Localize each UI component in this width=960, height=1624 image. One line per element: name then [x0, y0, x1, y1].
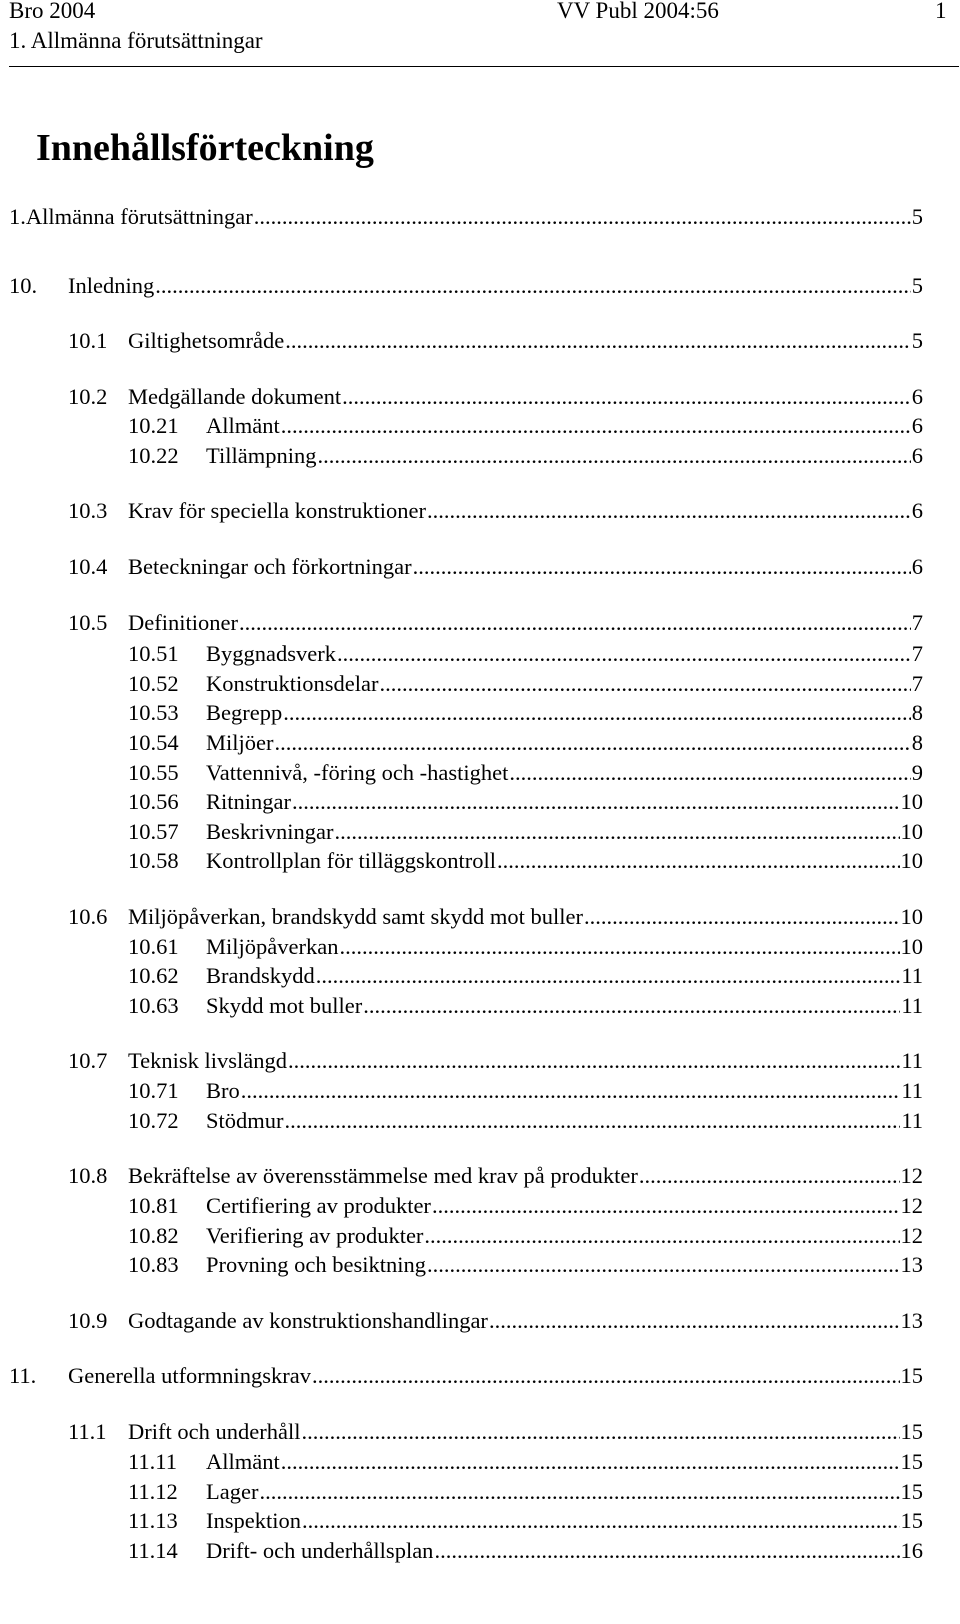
page-title: Innehållsförteckning — [36, 127, 374, 169]
toc-entry-label: Inspektion — [206, 1508, 301, 1533]
toc-entry-page: 15 — [900, 1419, 923, 1444]
toc-entry-label: Brandskydd — [206, 963, 315, 988]
toc-entry[interactable] — [128, 1478, 923, 1506]
toc-entry-label: Kontrollplan för tilläggskontroll — [206, 848, 496, 873]
toc-entry-label: Definitioner — [128, 610, 238, 635]
toc-entry[interactable] — [128, 962, 923, 990]
toc-entry-page: 13 — [900, 1308, 923, 1333]
toc-entry-label: Teknisk livslängd — [128, 1048, 288, 1073]
toc-entry-label: Beskrivningar — [206, 819, 334, 844]
toc-entry-number: 11.13 — [128, 1508, 178, 1533]
toc-entry[interactable] — [128, 847, 923, 875]
toc-dot-leader — [155, 272, 911, 300]
toc-entry[interactable] — [68, 553, 923, 581]
toc-entry[interactable] — [128, 442, 923, 470]
toc-entry-number: 10.52 — [128, 671, 179, 696]
toc-entry-page: 11 — [901, 963, 923, 988]
toc-entry-page: 10 — [900, 934, 923, 959]
toc-entry-number: 10.58 — [128, 848, 179, 873]
toc-entry[interactable] — [128, 699, 923, 727]
toc-entry-page: 9 — [911, 760, 923, 785]
toc-dot-leader — [302, 1507, 900, 1535]
toc-entry-number: 10.22 — [128, 443, 179, 468]
toc-entry-label: Godtagande av konstruktionshandlingar — [128, 1308, 488, 1333]
toc-entry-number: 10.83 — [128, 1252, 179, 1277]
toc-entry-page: 11 — [901, 1078, 923, 1103]
toc-entry-label: Lager — [206, 1479, 259, 1504]
toc-entry-number: 11.11 — [128, 1449, 177, 1474]
toc-entry-label: Ritningar — [206, 789, 291, 814]
toc-dot-leader — [379, 670, 910, 698]
toc-dot-leader — [239, 609, 911, 637]
toc-entry-number: 10.5 — [68, 610, 108, 635]
toc-entry-number: 10.81 — [128, 1193, 179, 1218]
toc-dot-leader — [317, 442, 910, 470]
toc-entry[interactable] — [128, 818, 923, 846]
toc-entry[interactable] — [128, 933, 923, 961]
toc-entry-page: 13 — [900, 1252, 923, 1277]
toc-entry-number: 10. — [9, 273, 38, 298]
toc-entry-label: 1.Allmänna förutsättningar — [9, 204, 253, 229]
toc-entry[interactable] — [68, 327, 923, 355]
toc-entry-number: 10.3 — [68, 498, 108, 523]
toc-dot-leader — [363, 992, 900, 1020]
toc-entry-page: 15 — [900, 1508, 923, 1533]
toc-entry-number: 10.53 — [128, 700, 179, 725]
toc-dot-leader — [339, 933, 899, 961]
toc-entry-label: Allmänt — [206, 1449, 280, 1474]
toc-entry[interactable] — [9, 272, 923, 300]
toc-entry[interactable] — [128, 1107, 923, 1135]
toc-entry[interactable] — [128, 1507, 923, 1535]
toc-entry-number: 11.1 — [68, 1419, 107, 1444]
toc-dot-leader — [489, 1307, 900, 1335]
toc-entry[interactable] — [68, 1418, 923, 1446]
toc-entry-number: 10.62 — [128, 963, 179, 988]
toc-dot-leader — [288, 1047, 900, 1075]
toc-entry-label: Bekräftelse av överensstämmelse med krav på produkter — [128, 1163, 638, 1188]
toc-entry-label: Generella utformningskrav — [68, 1363, 312, 1388]
header-center: VV Publ 2004:56 — [557, 0, 719, 23]
toc-entry-number: 10.72 — [128, 1108, 179, 1133]
toc-entry-number: 10.61 — [128, 934, 179, 959]
toc-entry[interactable] — [128, 670, 923, 698]
toc-entry-label: Inledning — [68, 273, 155, 298]
toc-entry-page: 12 — [900, 1163, 923, 1188]
toc-entry-page: 11 — [901, 1108, 923, 1133]
toc-entry[interactable] — [9, 203, 923, 231]
toc-dot-leader — [241, 1077, 901, 1105]
toc-entry-number: 11.12 — [128, 1479, 178, 1504]
toc-entry[interactable] — [128, 992, 923, 1020]
toc-entry[interactable] — [128, 759, 923, 787]
toc-entry-page: 11 — [901, 1048, 923, 1073]
toc-entry-page: 10 — [900, 848, 923, 873]
toc-entry-number: 10.4 — [68, 554, 108, 579]
toc-dot-leader — [337, 640, 911, 668]
toc-entry-number: 10.55 — [128, 760, 179, 785]
header-chapter: 1. Allmänna förutsättningar — [9, 28, 263, 53]
toc-dot-leader — [301, 1418, 899, 1446]
toc-dot-leader — [497, 847, 900, 875]
toc-entry-page: 11 — [901, 993, 923, 1018]
toc-entry[interactable] — [68, 497, 923, 525]
toc-dot-leader — [283, 699, 911, 727]
toc-entry[interactable] — [68, 383, 923, 411]
toc-dot-leader — [285, 1107, 901, 1135]
toc-entry-page: 5 — [911, 328, 923, 353]
toc-entry-label: Miljöpåverkan, brandskydd samt skydd mot buller — [128, 904, 583, 929]
toc-entry[interactable] — [9, 1362, 923, 1390]
toc-entry-label: Verifiering av produkter — [206, 1223, 424, 1248]
toc-entry-page: 6 — [911, 554, 923, 579]
toc-entry-label: Beteckningar och förkortningar — [128, 554, 412, 579]
toc-entry-page: 8 — [911, 700, 923, 725]
toc-dot-leader — [413, 553, 911, 581]
toc-entry-number: 10.71 — [128, 1078, 179, 1103]
toc-entry-page: 7 — [911, 610, 923, 635]
toc-entry-page: 6 — [911, 443, 923, 468]
toc-entry[interactable] — [128, 1192, 923, 1220]
toc-entry-label: Vattennivå, -föring och -hastighet — [206, 760, 509, 785]
toc-entry-page: 16 — [900, 1538, 923, 1563]
toc-entry-page: 12 — [900, 1193, 923, 1218]
toc-dot-leader — [275, 729, 911, 757]
toc-entry-page: 15 — [900, 1449, 923, 1474]
toc-entry-label: Krav för speciella konstruktioner — [128, 498, 427, 523]
toc-entry-number: 10.63 — [128, 993, 179, 1018]
toc-dot-leader — [427, 497, 911, 525]
toc-dot-leader — [584, 903, 900, 931]
toc-entry-page: 6 — [911, 384, 923, 409]
toc-entry-label: Drift- och underhållsplan — [206, 1538, 434, 1563]
toc-entry[interactable] — [68, 609, 923, 637]
toc-entry[interactable] — [128, 1448, 923, 1476]
toc-entry-page: 6 — [911, 413, 923, 438]
toc-dot-leader — [509, 759, 910, 787]
toc-entry[interactable] — [128, 1222, 923, 1250]
toc-entry-page: 10 — [900, 819, 923, 844]
toc-entry[interactable] — [68, 1162, 923, 1190]
toc-dot-leader — [316, 962, 901, 990]
toc-entry-label: Skydd mot buller — [206, 993, 363, 1018]
toc-dot-leader — [334, 818, 899, 846]
toc-entry[interactable] — [128, 640, 923, 668]
toc-entry-number: 10.6 — [68, 904, 108, 929]
toc-entry[interactable] — [128, 1537, 923, 1565]
toc-entry-number: 11. — [9, 1363, 37, 1388]
toc-entry-label: Stödmur — [206, 1108, 284, 1133]
toc-entry-number: 10.2 — [68, 384, 108, 409]
toc-dot-leader — [424, 1222, 899, 1250]
toc-entry-page: 5 — [911, 204, 923, 229]
toc-entry-label: Allmänt — [206, 413, 280, 438]
toc-dot-leader — [432, 1192, 900, 1220]
toc-entry-page: 7 — [911, 641, 923, 666]
toc-entry-label: Drift och underhåll — [128, 1419, 301, 1444]
toc-entry-label: Provning och besiktning — [206, 1252, 426, 1277]
toc-entry-number: 10.56 — [128, 789, 179, 814]
toc-entry-number: 10.21 — [128, 413, 179, 438]
toc-entry[interactable] — [68, 1307, 923, 1335]
toc-dot-leader — [312, 1362, 899, 1390]
toc-entry[interactable] — [68, 903, 923, 931]
toc-entry-number: 10.57 — [128, 819, 179, 844]
toc-entry-label: Byggnadsverk — [206, 641, 336, 666]
toc-dot-leader — [292, 788, 900, 816]
toc-entry-page: 15 — [900, 1363, 923, 1388]
toc-dot-leader — [259, 1478, 899, 1506]
header-left: Bro 2004 — [9, 0, 96, 23]
toc-entry-number: 10.51 — [128, 641, 179, 666]
toc-entry-number: 10.7 — [68, 1048, 108, 1073]
toc-entry-label: Medgällande dokument — [128, 384, 342, 409]
toc-entry-page: 8 — [911, 730, 923, 755]
toc-entry[interactable] — [128, 729, 923, 757]
toc-entry-page: 5 — [911, 273, 923, 298]
toc-entry-label: Konstruktionsdelar — [206, 671, 379, 696]
toc-entry-label: Giltighetsområde — [128, 328, 285, 353]
toc-dot-leader — [342, 383, 911, 411]
toc-entry-label: Certifiering av produkter — [206, 1193, 431, 1218]
toc-entry-number: 11.14 — [128, 1538, 178, 1563]
toc-entry-page: 10 — [900, 789, 923, 814]
toc-dot-leader — [639, 1162, 900, 1190]
toc-entry-number: 10.1 — [68, 328, 108, 353]
header-page-number: 1 — [935, 0, 947, 23]
toc-entry-label: Bro — [206, 1078, 240, 1103]
toc-entry-number: 10.82 — [128, 1223, 179, 1248]
toc-dot-leader — [285, 327, 911, 355]
toc-entry-number: 10.8 — [68, 1163, 108, 1188]
toc-entry-label: Begrepp — [206, 700, 283, 725]
toc-entry-page: 6 — [911, 498, 923, 523]
toc-dot-leader — [281, 412, 911, 440]
toc-entry-label: Miljöer — [206, 730, 274, 755]
toc-entry[interactable] — [128, 1251, 923, 1279]
toc-entry[interactable] — [128, 1077, 923, 1105]
toc-entry-page: 15 — [900, 1479, 923, 1504]
toc-entry[interactable] — [128, 412, 923, 440]
toc-entry-page: 12 — [900, 1223, 923, 1248]
toc-dot-leader — [427, 1251, 900, 1279]
toc-dot-leader — [254, 203, 911, 231]
toc-entry[interactable] — [128, 788, 923, 816]
toc-entry[interactable] — [68, 1047, 923, 1075]
toc-dot-leader — [434, 1537, 899, 1565]
toc-entry-label: Miljöpåverkan — [206, 934, 339, 959]
toc-entry-page: 10 — [900, 904, 923, 929]
toc-entry-page: 7 — [911, 671, 923, 696]
toc-entry-number: 10.9 — [68, 1308, 108, 1333]
toc-dot-leader — [281, 1448, 900, 1476]
toc-entry-label: Tillämpning — [206, 443, 317, 468]
toc-entry-number: 10.54 — [128, 730, 179, 755]
